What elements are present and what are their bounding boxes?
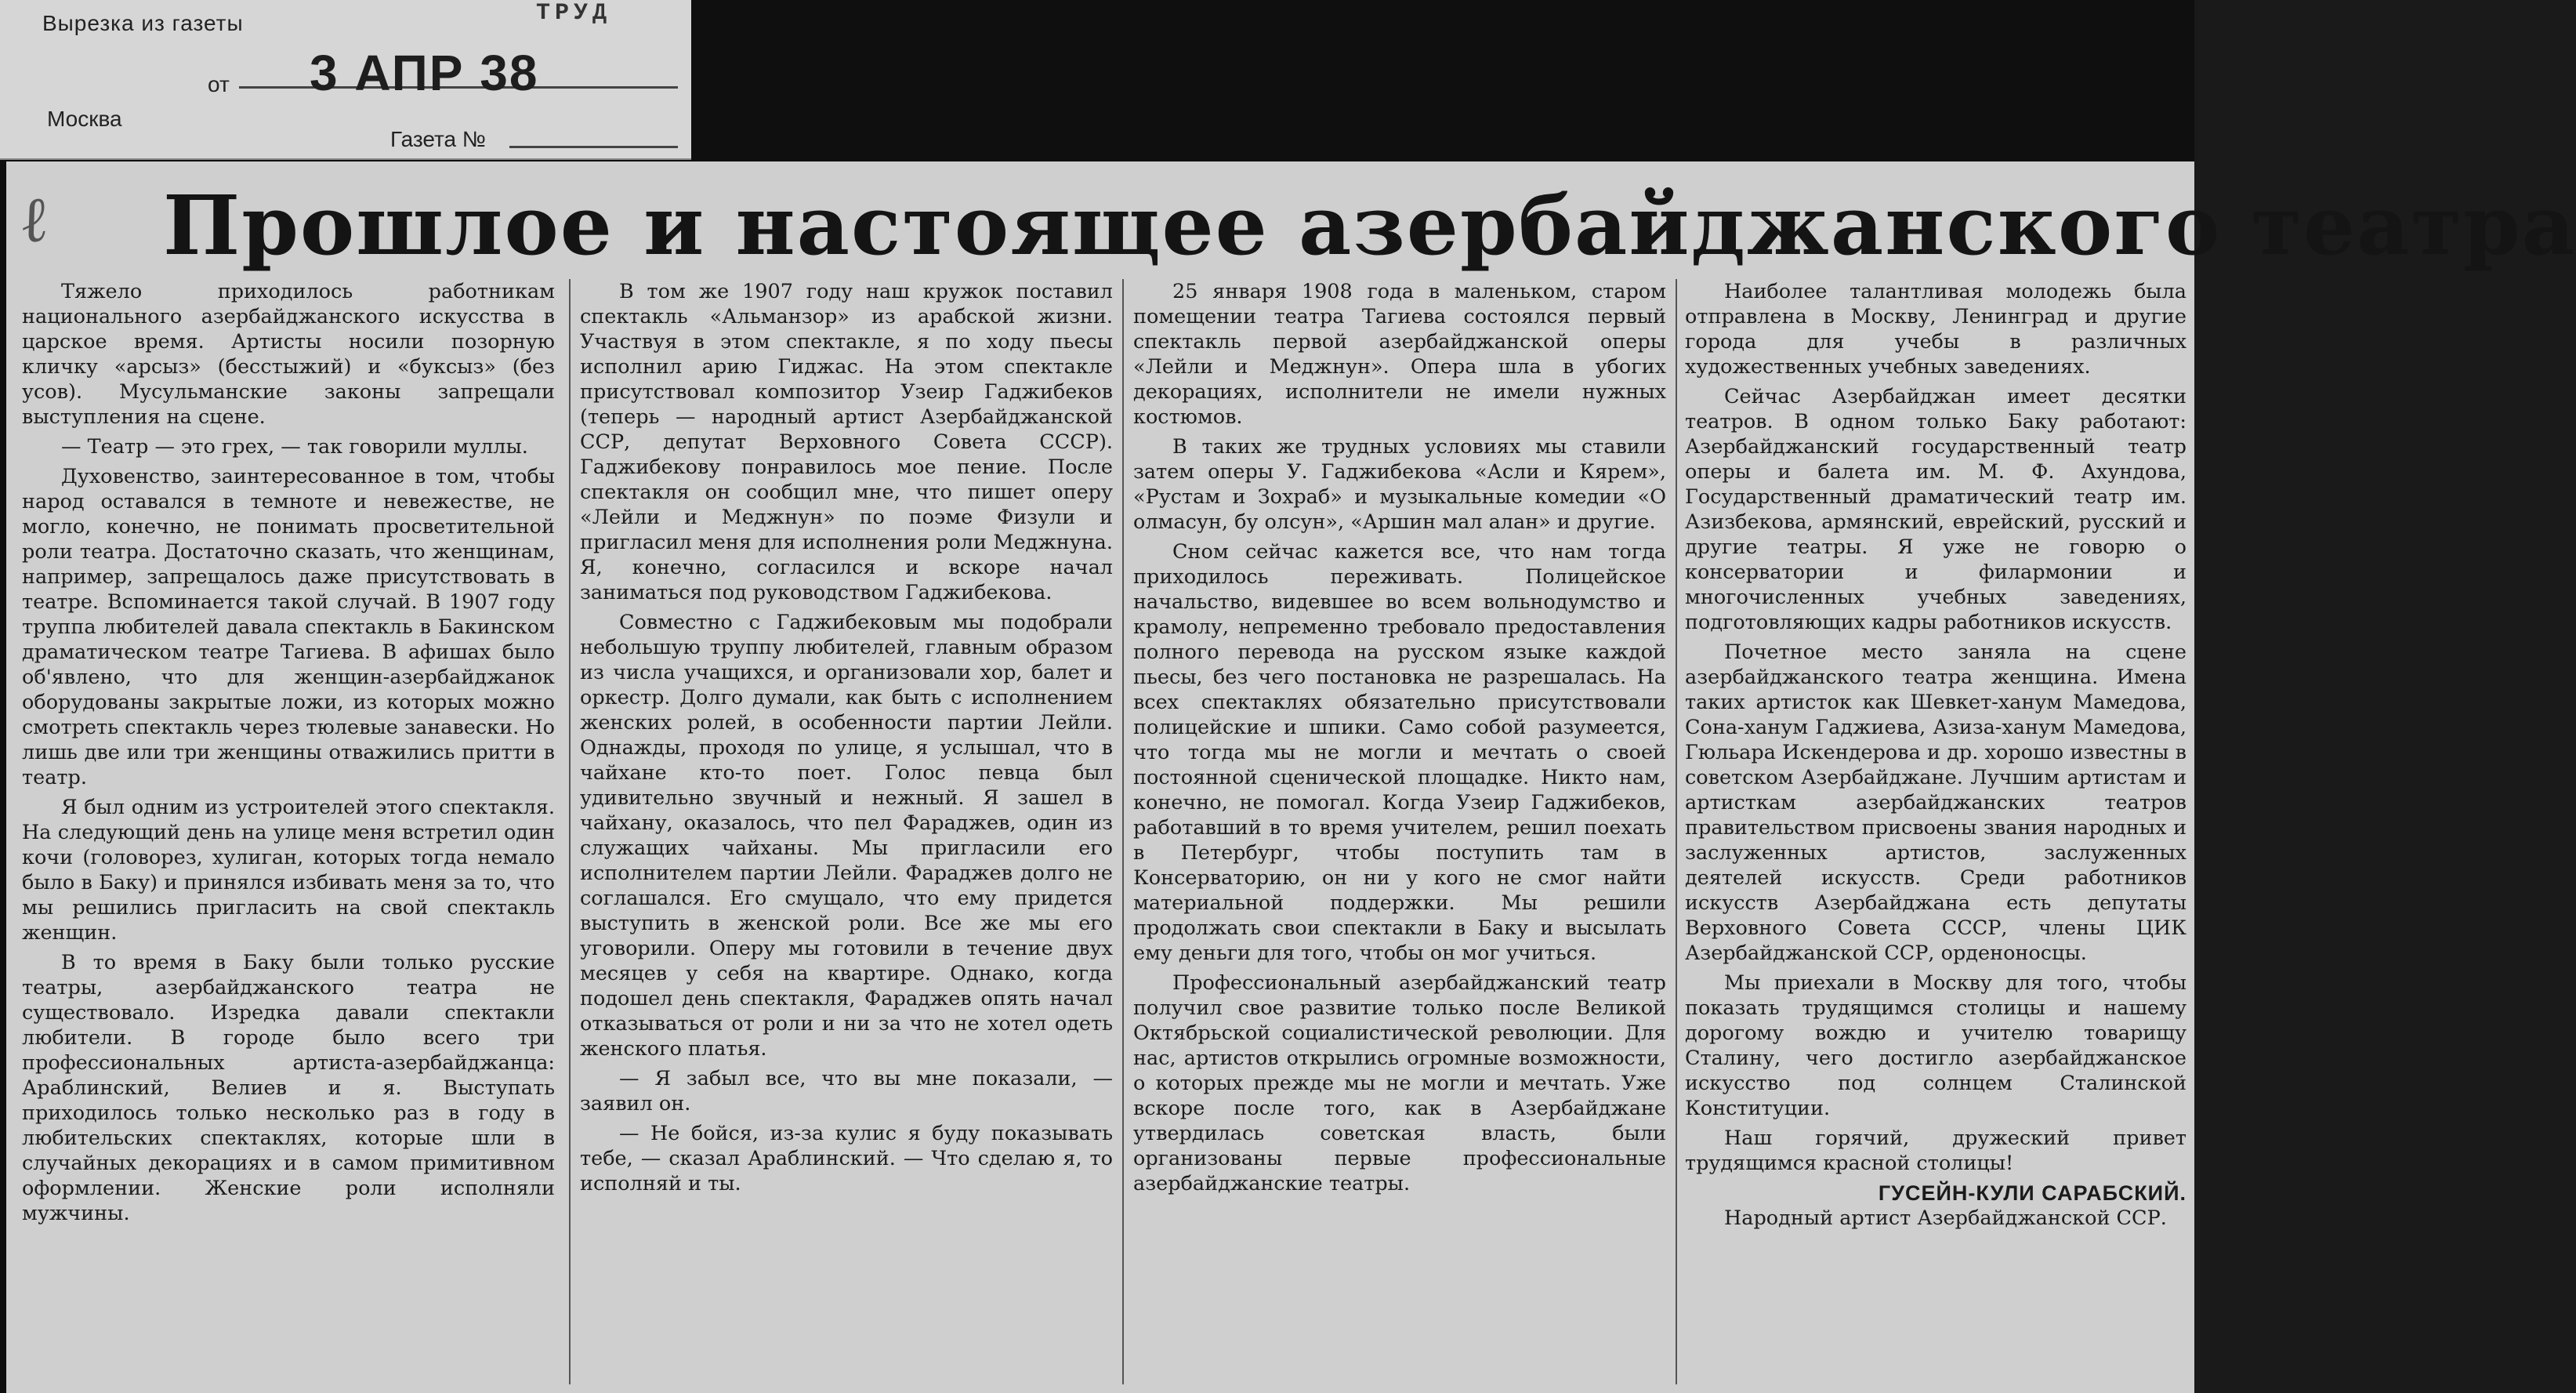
paragraph: Я был одним из устроителей этого спектакля. На следующий день на улице меня встретил один кочи (головорез, хулиган, которых тогда немало было в Баку) и принялся избивать меня за то, что мы решились пригласить на свой спектакль женщин. xyxy=(22,796,555,945)
paragraph: В таких же трудных условиях мы ставили затем оперы У. Гаджибекова «Асли и Кярем», «Рустам и Зохраб» и музыкальные комедии «О олмасун, бу олсун», «Аршин мал алан» и другие. xyxy=(1133,435,1666,534)
newspaper-name: ТРУД xyxy=(536,0,612,27)
pencil-mark: ℓ xyxy=(15,182,52,258)
clipping-label-slip xyxy=(0,0,691,160)
city-label: Москва xyxy=(47,107,122,131)
paragraph: В том же 1907 году наш кружок поставил спектакль «Альманзор» из арабской жизни. Участвуя в этом спектакле, я по ходу пьесы исполнил арию Гиджас. На этом спектакле присутствовал композитор Узеир Гаджибеков (теперь — народный артист Азербайджанской ССР, депутат Верховного Совета СССР). Гаджибекову понравилось мое пение. После спектакля он сообщил мне, что пишет оперу «Лейли и Меджнун» по поэме Физули и пригласил меня для исполнения роли Меджнуна. Я, конечно, согласился и вскоре начал заниматься под руководством Гаджибекова. xyxy=(580,280,1113,604)
paragraph: Наиболее талантливая молодежь была отправлена в Москву, Ленинград и другие города для учебы в различных художественных учебных заведениях. xyxy=(1685,280,2187,379)
article-headline: Прошлое и настоящее азербайджанского театра xyxy=(163,177,2576,274)
paragraph: 25 января 1908 года в маленьком, старом помещении театра Тагиева состоялся первый спектакль первой азербайджанской оперы «Лейли и Меджнун». Опера шла в убогих декорациях, исполнители не имели нужных костюмов. xyxy=(1133,280,1666,429)
paragraph: — Я забыл все, что вы мне показали, — заявил он. xyxy=(580,1067,1113,1115)
paragraph: В то время в Баку были только русские театры, азербайджанского театра не существовало. Изредка давали спектакли любители. В городе было всего три профессиональных артиста-азербайджанца: Араблинский, Велиев и я. Выступать приходилось только несколько раз в году в любительских спектаклях, которые шли в случайных декорациях и в самом примитивном оформлении. Женские роли исполняли мужчины. xyxy=(22,951,555,1225)
paragraph: Мы приехали в Москву для того, чтобы показать трудящимся столицы и нашему дорогому вождю и учителю товарищу Сталину, чего достигло азербайджанское искусство под солнцем Сталинской Конституции. xyxy=(1685,971,2187,1120)
paragraph: Сном сейчас кажется все, что нам тогда приходилось переживать. Полицейское начальство, видевшее во всем вольнодумство и крамолу, непременно требовало предоставления полного перевода на русском языке каждой пьесы, без чего постановка не разрешалась. На всех спектаклях обязательно присутствовали полицейские и шпики. Само собой разумеется, что тогда мы не могли и мечтать о своей постоянной сценической площадке. Никто нам, конечно, не помогал. Когда Узеир Гаджибеков, работавший в то время учителем, решил поехать в Петербург, чтобы поступить там в Консерваторию, он ни у кого не смог найти материальной поддержки. Мы решили продолжать свои спектакли в Баку и высылать ему деньги для того, чтобы он мог учиться. xyxy=(1133,540,1666,965)
column-1 xyxy=(22,279,555,1384)
author-signature: ГУСЕЙН-КУЛИ САРАБСКИЙ. xyxy=(1878,1181,2187,1205)
column-divider xyxy=(1676,279,1677,1384)
paragraph: Почетное место заняла на сцене азербайджанского театра женщина. Имена таких артисток как Шевкет-ханум Мамедова, Сона-ханум Гаджиева, Азиза-ханум Мамедова, Гюльара Искендерова и др. хорошо известны в советском Азербайджане. Лучшим артистам и артисткам азербайджанских театров правительством присвоены звания народных и заслуженных артистов, заслуженных деятелей искусств. Среди работников искусств Азербайджана есть депутаты Верховного Совета СССР, члены ЦИК Азербайджанской ССР, орденоносцы. xyxy=(1685,640,2187,965)
column-3 xyxy=(1133,279,1666,1384)
column-2 xyxy=(580,279,1113,1384)
column-divider xyxy=(569,279,571,1384)
date-stamp: 3 АПР 38 xyxy=(310,45,539,101)
paragraph: Наш горячий, дружеский привет трудящимся красной столицы! xyxy=(1685,1126,2187,1175)
author-role: Народный артист Азербайджанской ССР. xyxy=(1724,1206,2167,1230)
paragraph: Тяжело приходилось работникам национального азербайджанского искусства в царское время. Артисты носили позорную кличку «арсыз» (бесстыжий) и «буксыз» (без усов). Мусульманские законы запрещали выступления на сцене. xyxy=(22,280,555,429)
issue-number-label: Газета № xyxy=(390,127,486,151)
paragraph: — Театр — это грех, — так говорили муллы. xyxy=(61,435,528,459)
paragraph: Духовенство, заинтересованное в том, чтобы народ оставался в темноте и невежестве, не могло, конечно, не понимать просветительной роли театра. Достаточно сказать, что женщинам, например, запрещалось даже присутствовать в театре. Вспоминается такой случай. В 1907 году труппа любителей давала спектакль в Бакинском драматическом театре Тагиева. В афишах было об'явлено, что для женщин-азербайджанок оборудованы закрытые ложи, из которых можно смотреть спектакль через тюлевые занавески. Но лишь две или три женщины отважились притти в театр. xyxy=(22,465,555,789)
column-4 xyxy=(1685,279,2187,1384)
paragraph: Профессиональный азербайджанский театр получил свое развитие только после Великой Октябрьской социалистической революции. Для нас, артистов открылись огромные возможности, о которых прежде мы не могли и мечтать. Уже вскоре после того, как в Азербайджане утвердилась советская власть, были организованы первые профессиональные азербайджанские театры. xyxy=(1133,971,1666,1195)
paragraph: Совместно с Гаджибековым мы подобрали небольшую труппу любителей, главным образом из числа учащихся, и организовали хор, балет и оркестр. Долго думали, как быть с исполнением женских ролей, в особенности партии Лейли. Однажды, проходя по улице, я услышал, что в чайхане кто-то поет. Голос певца был удивительно звучный и нежный. Я зашел в чайхану, оказалось, что пел Фараджев, один из служащих чайханы. Мы пригласили его исполнителем партии Лейли. Фараджев долго не соглашался. Его смущало, что ему придется выступить в женской роли. Все же мы его уговорили. Оперу мы готовили в течение двух месяцев у себя на квартире. Однако, когда подошел день спектакля, Фараджев опять начал отказываться от роли и ни за что не хотел одеть женского платья. xyxy=(580,611,1113,1061)
article-columns xyxy=(22,279,2187,1384)
paragraph: Сейчас Азербайджан имеет десятки театров. В одном только Баку работают: Азербайджанский государственный театр оперы и балета им. М. Ф. Ахундова, Государственный драматический театр им. Азизбекова, армянский, еврейский, русский и другие театры. Я уже не говорю о консерватории и филармонии и многочисленных учебных заведениях, подготовляющих кадры работников искусств. xyxy=(1685,385,2187,634)
column-divider xyxy=(1122,279,1124,1384)
newspaper-article xyxy=(6,161,2576,1393)
from-label: от xyxy=(208,72,230,96)
issue-number-underline xyxy=(509,146,678,148)
paragraph: — Не бойся, из-за кулис я буду показывать тебе, — сказал Араблинский. — Что сделаю я, то исполняй и ты. xyxy=(580,1122,1113,1195)
clipping-label: Вырезка из газеты xyxy=(42,11,244,35)
